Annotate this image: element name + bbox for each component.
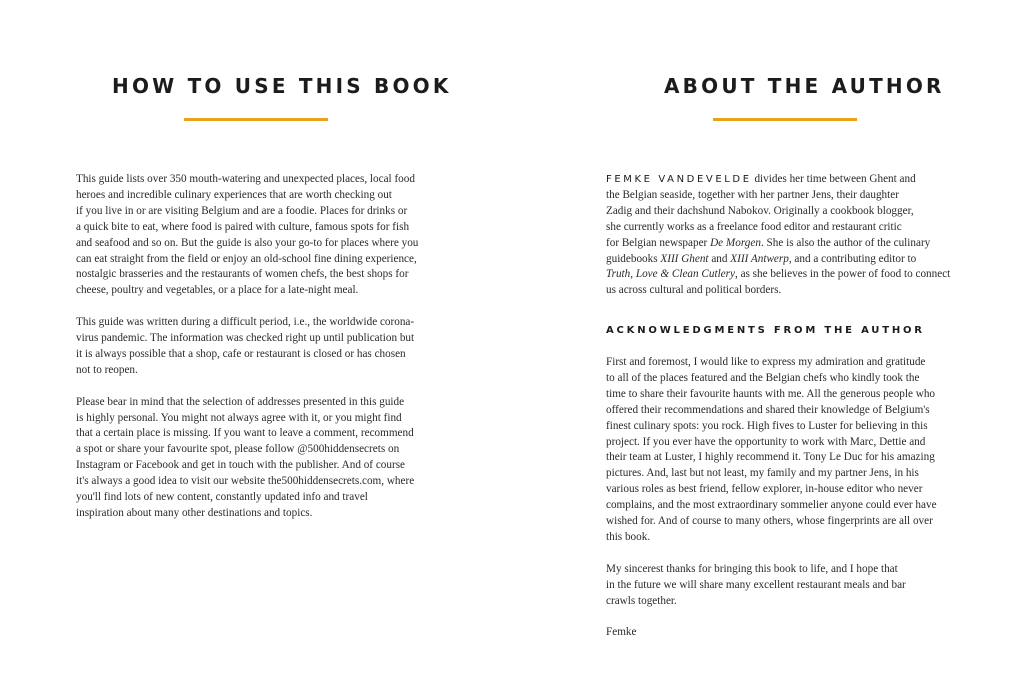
- text-line: their team at Luster, I highly recommend it. Tony Le Duc for his amazing: [606, 451, 935, 464]
- text-line: you'll find lots of new content, constantly updated info and travel: [76, 491, 368, 504]
- text-line: First and foremost, I would like to express my admiration and gratitude: [606, 356, 926, 368]
- paragraph: [606, 355, 937, 546]
- signature-text: Femke: [606, 626, 637, 639]
- text-line: a spot or share your favourite spot, please follow @500hiddensecrets on: [76, 443, 400, 456]
- acknowledgments-body: [606, 355, 937, 657]
- paragraph: [76, 315, 418, 379]
- text-line: cheese, poultry and vegetables, or a place for a late-night meal.: [76, 284, 359, 297]
- text-line: this book.: [606, 530, 651, 543]
- text-line: it is always possible that a shop, cafe or restaurant is closed or has chosen: [76, 347, 406, 360]
- book-title: XIII Antwerp: [730, 252, 789, 265]
- text-line: time to share their favourite haunts with me. All the generous people who: [606, 387, 936, 400]
- how-to-use-body: [76, 172, 418, 538]
- text-line: if you live in or are visiting Belgium and are a foodie. Places for drinks or: [76, 204, 408, 217]
- text-line: nostalgic brasseries and the restaurants of women chefs, the best shops for: [76, 268, 409, 281]
- text-line: Instagram or Facebook and get in touch with the publisher. And of course: [76, 459, 406, 472]
- bio-text: , as she believes in the power of food to connect: [734, 268, 951, 281]
- text-line: us across cultural and political borders.: [606, 284, 782, 297]
- text-line: to all of the places featured and the Belgian chefs who kindly took the: [606, 371, 920, 384]
- text-line: that a certain place is missing. If you want to leave a comment, recommend: [76, 427, 414, 440]
- text-line: [606, 252, 950, 268]
- text-line: and seafood and so on. But the guide is also your go-to for places where you: [76, 236, 419, 249]
- text-line: wished for. And of course to many others, whose fingerprints are all over: [606, 515, 933, 528]
- bio-text: , and a contributing editor to: [788, 252, 917, 265]
- text-line: [606, 267, 950, 283]
- bio-text: for Belgian newspaper: [606, 236, 711, 249]
- text-line: crawls together.: [606, 594, 677, 607]
- text-line: This guide lists over 350 mouth-watering and unexpected places, local food: [76, 173, 415, 185]
- text-line: inspiration about many other destinations and topics.: [76, 507, 313, 519]
- book-title: Truth, Love & Clean Cutlery: [606, 268, 735, 281]
- signature: [606, 625, 937, 641]
- text-line: in the future we will share many excellent restaurant meals and bar: [606, 578, 906, 591]
- book-title: XIII Ghent: [660, 252, 709, 265]
- bio-text: divides her time between Ghent and: [751, 173, 916, 185]
- text-line: complains, and the most extraordinary sommelier anyone could ever have: [606, 499, 937, 512]
- text-line: [606, 236, 950, 252]
- text-line: heroes and incredible culinary experiences that are worth checking out: [76, 188, 392, 201]
- paragraph: [76, 395, 418, 522]
- newspaper-title: De Morgen: [710, 236, 761, 249]
- bio-text: guidebooks: [606, 252, 661, 265]
- about-author-heading: ABOUT THE AUTHOR: [664, 74, 945, 98]
- author-bio: [606, 172, 950, 299]
- text-line: not to reopen.: [76, 363, 138, 376]
- paragraph: [76, 172, 418, 299]
- text-line: the Belgian seaside, together with her partner Jens, their daughter: [606, 188, 899, 201]
- text-line: is highly personal. You might not always agree with it, or you might find: [76, 411, 402, 424]
- text-line: My sincerest thanks for bringing this book to life, and I hope that: [606, 562, 898, 575]
- text-line: Please bear in mind that the selection of addresses presented in this guide: [76, 395, 405, 408]
- heading-underline: [713, 118, 857, 121]
- right-page: [512, 0, 1024, 692]
- bio-text: and: [708, 252, 731, 265]
- acknowledgments-heading: ACKNOWLEDGMENTS FROM THE AUTHOR: [606, 325, 925, 336]
- text-line: pictures. And, last but not least, my family and my partner Jens, in his: [606, 467, 919, 480]
- text-line: virus pandemic. The information was checked right up until publication but: [76, 332, 415, 345]
- text-line: finest culinary spots: you rock. High fives to Luster for believing in this: [606, 419, 928, 432]
- text-line: it's always a good idea to visit our website the500hiddensecrets.com, where: [76, 475, 415, 488]
- author-name: FEMKE VANDEVELDE: [606, 174, 752, 185]
- text-line: she currently works as a freelance food editor and restaurant critic: [606, 220, 902, 233]
- heading-underline: [184, 118, 328, 121]
- text-line: various roles as best friend, fellow explorer, in-house editor who never: [606, 483, 923, 496]
- text-line: This guide was written during a difficult period, i.e., the worldwide corona-: [76, 316, 415, 329]
- paragraph: [606, 562, 937, 610]
- text-line: Zadig and their dachshund Nabokov. Originally a cookbook blogger,: [606, 204, 914, 217]
- text-line: a quick bite to eat, where food is paired with culture, famous spots for fish: [76, 220, 410, 233]
- text-line: project. If you ever have the opportunity to work with Marc, Dettie and: [606, 435, 926, 448]
- text-line: offered their recommendations and shared their knowledge of Belgium's: [606, 403, 930, 416]
- text-line: [606, 172, 950, 188]
- text-line: can eat straight from the field or enjoy an old-school fine dining experience,: [76, 252, 417, 265]
- bio-text: . She is also the author of the culinary: [760, 236, 931, 249]
- how-to-use-heading: HOW TO USE THIS BOOK: [112, 74, 452, 98]
